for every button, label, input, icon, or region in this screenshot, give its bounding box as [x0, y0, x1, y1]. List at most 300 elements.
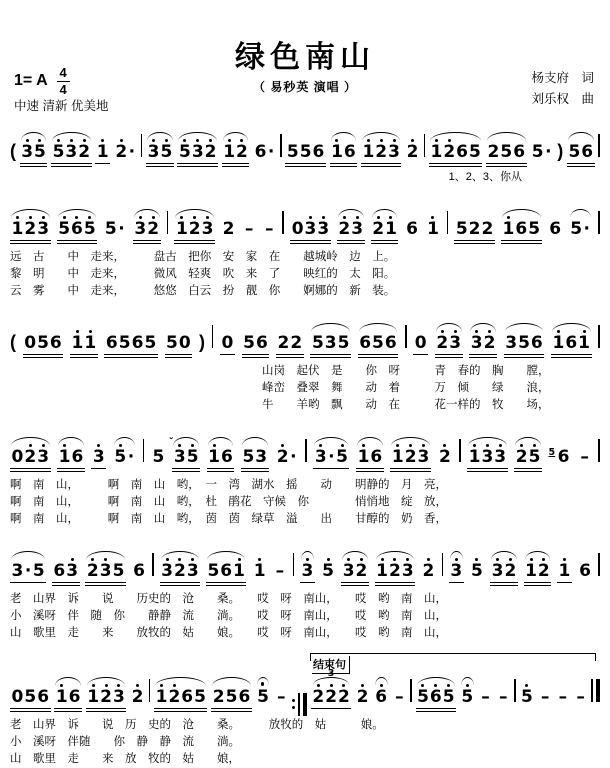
- note-beam-group: [114, 144, 137, 163]
- note-char: 1: [391, 447, 404, 467]
- note-char: 6: [49, 333, 62, 353]
- note-group: [574, 689, 588, 708]
- note-char: ·: [24, 561, 32, 581]
- time-signature-denominator: 4: [59, 82, 67, 97]
- note-char: 5: [166, 333, 178, 353]
- note-beam-group: [133, 221, 161, 244]
- note-char: 3: [304, 219, 317, 239]
- note-group: [241, 449, 269, 472]
- note-char: 6: [456, 142, 468, 162]
- note-char: 3: [470, 333, 483, 353]
- note-char: 6: [581, 142, 594, 162]
- note-char: 5: [570, 219, 583, 239]
- note-group: [519, 689, 534, 708]
- note-group: [285, 144, 326, 167]
- note-beam-group: [221, 221, 236, 240]
- note-beam-group: [154, 689, 207, 712]
- note-beam-group: [390, 449, 431, 472]
- note-char: 6: [71, 219, 83, 239]
- lyrics-block: [10, 591, 600, 642]
- note-char: 5: [322, 561, 334, 581]
- note-group: [23, 335, 64, 358]
- note-char: 5: [144, 333, 157, 353]
- tempo-marking: 中速 清新 优美地: [14, 99, 109, 113]
- barline: [280, 134, 282, 157]
- note-char: ·: [545, 142, 552, 162]
- note-group: [392, 689, 406, 708]
- note-beam-group: [165, 335, 193, 358]
- note-beam-group: [57, 221, 98, 244]
- note-group: [375, 563, 416, 586]
- page-title: 绿色南山: [235, 41, 375, 74]
- note-char: 0: [414, 333, 427, 353]
- note-char: 2: [515, 447, 528, 467]
- notes-row: [10, 309, 600, 358]
- note-beam-group: [467, 449, 508, 472]
- note-char: –: [395, 687, 404, 707]
- ending-bracket: [310, 653, 596, 671]
- note-char: 2: [173, 561, 186, 581]
- note-beam-group: [374, 689, 389, 708]
- note-char: 1: [502, 219, 515, 239]
- note-group: [252, 563, 267, 582]
- note-group: [501, 221, 542, 244]
- note-char: 1: [558, 561, 571, 581]
- barline: [598, 439, 600, 462]
- lyric-row: 山岗 起伏 是 你 呀 青 春的 胸 膛，: [262, 365, 550, 377]
- note-char: 5: [337, 333, 350, 353]
- note-beam-group: [252, 563, 267, 582]
- note-group: [10, 689, 51, 712]
- note-char: 2: [147, 219, 160, 239]
- note-char: 3: [491, 561, 504, 581]
- note-char: 5: [372, 333, 384, 353]
- note-char: 3: [65, 142, 78, 162]
- note-beam-group: [449, 563, 464, 583]
- barline: [405, 325, 407, 348]
- lyric-row: 老 山界 诉 说 历史的 沧 桑。 哎 呀 南山， 哎 哟 南 山，: [10, 593, 447, 605]
- note-char: 3: [11, 561, 24, 581]
- note-char: –: [276, 687, 286, 707]
- note-char: 6: [565, 333, 578, 353]
- note-group: [103, 221, 126, 240]
- note-group: [557, 563, 572, 583]
- ending-phrase-label: 结束句: [312, 656, 350, 674]
- note-char: 2: [290, 333, 303, 353]
- note-beam-group: [313, 449, 349, 469]
- note-group: [256, 689, 271, 708]
- note-group: [426, 221, 441, 240]
- note-group: [160, 563, 201, 586]
- note-char: 6: [220, 561, 233, 581]
- note-char: 3: [161, 561, 173, 581]
- note-char: 5: [207, 561, 220, 581]
- note-char: 5: [471, 561, 483, 581]
- note-group: [242, 221, 256, 240]
- note-char: 3: [66, 561, 79, 581]
- note-char: 5: [528, 219, 541, 239]
- note-char: 6: [254, 142, 267, 162]
- note-char: 2: [436, 333, 449, 353]
- dot-icon: [292, 699, 295, 702]
- note-char: 1: [430, 142, 443, 162]
- note-beam-group: [51, 144, 92, 167]
- note-char: 3: [92, 447, 105, 467]
- note-char: 2: [438, 447, 451, 467]
- note-char: 3: [494, 447, 507, 467]
- note-char: 1: [362, 142, 375, 162]
- note-group: [54, 689, 82, 712]
- barline: [598, 553, 600, 576]
- repeat-dots-icon: [292, 699, 295, 709]
- note-char: 1: [71, 333, 84, 353]
- note-char: 5: [112, 561, 125, 581]
- key-signature: [14, 66, 70, 96]
- barline: [305, 439, 307, 462]
- lyrics-block: [10, 477, 600, 528]
- note-group: [330, 144, 358, 167]
- thick-bar: [596, 679, 601, 702]
- barline: [410, 679, 412, 702]
- note-group: [405, 221, 420, 240]
- note-char: 1: [58, 447, 71, 467]
- note-group: [538, 689, 552, 708]
- note-group: [52, 563, 80, 586]
- note-beam-group: [567, 144, 595, 167]
- note-char: 6: [359, 333, 372, 353]
- note-char: 5: [311, 333, 324, 353]
- note-char: 2: [115, 142, 128, 162]
- note-beam-group: [222, 144, 250, 167]
- note-group: [274, 689, 288, 708]
- note-beam-group: [548, 221, 563, 240]
- parenthesis: ): [198, 332, 205, 352]
- note-group: [206, 563, 247, 586]
- note-char: 1: [525, 561, 537, 581]
- note-char: 2: [487, 142, 500, 162]
- barline: [459, 439, 461, 462]
- time-signature: [57, 66, 70, 96]
- note-group: [290, 221, 331, 244]
- note-char: 6: [375, 687, 388, 707]
- time-signature-numerator: 4: [57, 66, 70, 82]
- note-beam-group: [569, 221, 592, 240]
- dot-icon: [292, 706, 295, 709]
- note-beam-group: [479, 689, 493, 708]
- note-char: 0: [221, 333, 234, 353]
- note-char: –: [481, 687, 490, 707]
- note-beam-group: [10, 449, 51, 472]
- note-group: [146, 144, 174, 167]
- note-char: 1: [385, 219, 397, 239]
- note-beam-group: [290, 221, 331, 244]
- note-char: 1: [208, 447, 220, 467]
- breath-mark-icon: ˇ: [168, 437, 174, 448]
- note-group: [220, 335, 235, 355]
- note-group: [470, 563, 485, 582]
- note-beam-group: [10, 563, 46, 583]
- note-char: 6: [71, 447, 84, 467]
- note-beam-group: [501, 221, 542, 244]
- note-beam-group: [275, 449, 298, 468]
- note-beam-group: [172, 449, 200, 472]
- note-group: [496, 689, 510, 708]
- note-beam-group: [416, 689, 457, 712]
- note-beam-group: [519, 689, 534, 708]
- note-char: 6: [579, 561, 591, 581]
- note-char: 1: [578, 333, 591, 353]
- note-char: 5: [520, 687, 533, 707]
- thick-bar: [303, 693, 308, 716]
- note-char: 5: [461, 687, 474, 707]
- credits: [531, 68, 594, 111]
- note-char: 2: [388, 561, 401, 581]
- lyrics-block: [10, 363, 600, 414]
- note-char: ·: [328, 447, 335, 467]
- note-char: 0: [24, 333, 37, 353]
- note-char: 2: [443, 142, 456, 162]
- note-char: 6: [255, 333, 268, 353]
- note-beam-group: [490, 563, 518, 586]
- note-char: 2: [188, 219, 201, 239]
- thin-bar: [298, 693, 300, 716]
- note-char: 2: [236, 142, 248, 162]
- note-group: [469, 335, 497, 358]
- note-beam-group: [435, 335, 463, 358]
- note-beam-group: [276, 335, 304, 358]
- note-group: [86, 689, 127, 712]
- barline: [149, 679, 151, 702]
- barline: [598, 134, 600, 157]
- note-char: 5: [417, 687, 429, 707]
- note-beam-group: [486, 144, 527, 167]
- lyric-row: 啊 南 山， 啊 南 山 哟， 杜 鹃花 守候 你 悄悄地 绽 放，: [10, 496, 447, 508]
- note-group: [429, 144, 482, 167]
- note-group: [504, 335, 545, 358]
- note-char: 6: [343, 142, 356, 162]
- note-beam-group: [470, 563, 485, 582]
- note-group: [530, 144, 553, 163]
- lyrics-block: [10, 169, 600, 186]
- note-char: ·: [128, 142, 136, 162]
- triplet-number: 3: [327, 668, 335, 679]
- note-char: –: [265, 219, 274, 239]
- note-beam-group: [242, 221, 256, 240]
- music-system: [10, 651, 600, 768]
- note-char: 2: [325, 687, 338, 707]
- note-char: 3: [450, 561, 463, 581]
- note-beam-group: [113, 449, 136, 468]
- note-char: 3: [401, 561, 414, 581]
- lyric-row: 小 溪呀 伴 随 你 静静 流 淌。 哎 呀 南山， 哎 哟 南 山，: [10, 610, 447, 622]
- note-group: [356, 449, 384, 472]
- note-group: [449, 563, 464, 583]
- note-char: 3: [481, 447, 494, 467]
- lyric-row: 牛 羊哟 飘 动 在 花一样的 牧 场，: [262, 399, 550, 411]
- grace-note: 5: [548, 447, 556, 458]
- note-group: [300, 563, 315, 583]
- note-group: [113, 449, 136, 468]
- note-beam-group: [273, 563, 287, 582]
- note-char: 6: [53, 561, 66, 581]
- note-char: 2: [338, 219, 351, 239]
- note-char: 3: [324, 333, 337, 353]
- note-group: [467, 449, 508, 472]
- note-char: 3: [134, 219, 147, 239]
- note-group: [276, 335, 304, 358]
- note-beam-group: [57, 449, 85, 472]
- note-beam-group: [91, 449, 106, 469]
- music-system: [10, 423, 600, 528]
- note-beam-group: [321, 563, 336, 582]
- note-char: 6: [406, 219, 418, 239]
- note-char: 3: [255, 447, 268, 467]
- note-char: 5: [242, 447, 255, 467]
- note-char: 1: [87, 687, 100, 707]
- note-group: [460, 689, 475, 708]
- note-char: 3: [505, 333, 518, 353]
- note-char: 3: [37, 219, 50, 239]
- note-group: [355, 689, 370, 708]
- note-char: –: [499, 687, 508, 707]
- note-beam-group: [557, 563, 572, 583]
- note-char: 6: [238, 687, 251, 707]
- note-char: –: [275, 561, 285, 581]
- note-group: [454, 221, 495, 244]
- note-group: [413, 335, 428, 355]
- note-char: 6: [530, 333, 543, 353]
- note-char: 5: [152, 447, 165, 467]
- note-group: [310, 335, 351, 358]
- lyric-row: 峰峦 叠翠 舞 动 着 万 倾 绿 浪，: [262, 382, 550, 394]
- note-char: 1: [55, 687, 68, 707]
- note-char: 5: [52, 142, 65, 162]
- barline: [514, 679, 516, 702]
- note-char: 5: [531, 142, 544, 162]
- note-char: 3: [449, 333, 462, 353]
- note-beam-group: [10, 689, 51, 712]
- note-group: [549, 449, 571, 468]
- note-group: [371, 221, 399, 244]
- note-char: 6: [37, 687, 50, 707]
- note-char: 5: [58, 219, 71, 239]
- lyric-row: 黎 明 中 走来， 微风 轻爽 吹 来 了 映红的 太 阳。: [10, 268, 396, 280]
- note-beam-group: [504, 335, 545, 358]
- note-char: 2: [277, 333, 290, 353]
- music-system: [10, 195, 600, 300]
- note-group: [253, 144, 276, 163]
- note-char: 3: [173, 447, 186, 467]
- note-group: [311, 668, 352, 709]
- note-char: 1: [376, 561, 388, 581]
- note-char: 0: [291, 219, 304, 239]
- note-char: 5: [469, 142, 481, 162]
- note-char: 3: [317, 219, 330, 239]
- note-group: [177, 144, 218, 167]
- note-group: [174, 221, 215, 244]
- note-beam-group: [514, 449, 542, 472]
- note-beam-group: [70, 335, 98, 358]
- note-beam-group: [262, 221, 276, 240]
- note-char: 2: [276, 447, 289, 467]
- note-group: [242, 335, 270, 358]
- note-char: 2: [312, 687, 325, 707]
- note-char: 2: [24, 219, 37, 239]
- note-char: 6: [221, 447, 233, 467]
- notes-row: [10, 118, 600, 167]
- note-group: [556, 689, 570, 708]
- note-char: 3: [201, 219, 214, 239]
- note-char: 3: [301, 561, 314, 581]
- note-beam-group: [405, 221, 420, 240]
- note-group: [165, 335, 193, 358]
- note-char: –: [558, 687, 568, 707]
- lyric-row: 远 古 中 走来， 盘古 把你 安 家 在 越城岭 边 上。: [10, 251, 396, 263]
- note-beam-group: [310, 335, 351, 358]
- note-group: [154, 689, 207, 712]
- note-group: [358, 335, 399, 358]
- note-char: 5: [160, 142, 173, 162]
- note-beam-group: [556, 449, 571, 468]
- note-beam-group: [538, 689, 552, 708]
- note-beam-group: [371, 221, 399, 244]
- note-group: [313, 449, 349, 469]
- thin-bar: [591, 679, 593, 702]
- lyric-row: 1、2、3、你从: [448, 171, 522, 183]
- note-beam-group: [337, 221, 365, 244]
- note-char: 3: [314, 447, 327, 467]
- note-group: [361, 144, 402, 167]
- note-char: 2: [537, 561, 550, 581]
- performer-credit: （ 易秒英 演唱 ）: [252, 80, 357, 94]
- note-group: [10, 449, 51, 472]
- note-group: [548, 221, 563, 240]
- note-group: [70, 335, 98, 358]
- note-char: 5: [83, 219, 96, 239]
- note-char: 6: [549, 219, 562, 239]
- note-char: 5: [518, 333, 530, 353]
- note-char: 3: [186, 561, 199, 581]
- barline: [282, 211, 284, 234]
- note-beam-group: [551, 335, 592, 358]
- note-char: 3: [342, 561, 355, 581]
- note-beam-group: [10, 221, 51, 244]
- note-char: 5: [442, 687, 455, 707]
- note-char: 3: [37, 447, 50, 467]
- note-char: 2: [100, 687, 112, 707]
- note-char: 2: [483, 333, 496, 353]
- note-char: 2: [404, 447, 417, 467]
- note-char: 0: [11, 687, 24, 707]
- note-group: [172, 449, 200, 472]
- note-beam-group: [355, 689, 370, 708]
- note-beam-group: [274, 689, 288, 708]
- note-char: 6: [131, 333, 144, 353]
- note-beam-group: [429, 144, 482, 167]
- lyrics-block: [10, 249, 600, 300]
- note-beam-group: [160, 563, 201, 586]
- note-group: [91, 449, 106, 469]
- music-system: [10, 537, 600, 642]
- note-beam-group: [578, 563, 593, 582]
- note-char: ·: [290, 447, 297, 467]
- lyric-row: 老 山界 诉 说 历 史的 沧 桑。 放牧的 姑 娘。: [10, 719, 384, 731]
- note-char: 5: [114, 447, 127, 467]
- note-char: 2: [375, 142, 388, 162]
- note-char: 3: [417, 447, 430, 467]
- note-char: 2: [131, 687, 144, 707]
- lyrics-block: [10, 717, 600, 768]
